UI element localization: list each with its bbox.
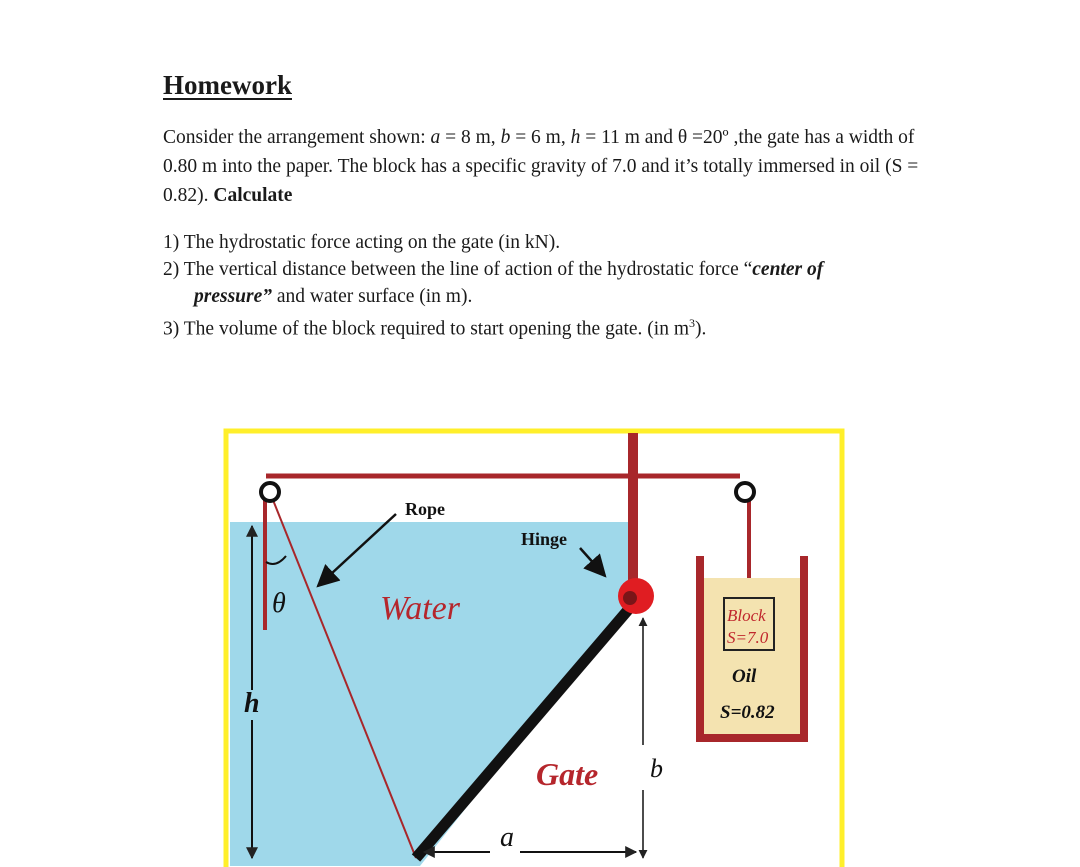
hinge-pin-icon [623,591,637,605]
question-2-emphasis-2: pressure” [194,286,273,307]
eq-h: = 11 m and θ =20º ,the gate has a width of 0.80 m into the paper. The block has a specific gravity of 7.0 and it’s totally immersed in oil (S = 0.82). [163,127,919,206]
question-3-prefix: 3) The volume of the block required to start opening the gate. (in m [163,318,689,340]
question-2-suffix: and water surface (in m). [272,286,473,307]
oil-sg-label: S=0.82 [720,702,775,723]
block-label: Block [727,606,766,625]
question-3-suffix: ). [695,318,707,340]
problem-intro: Consider the arrangement shown: [163,127,426,148]
question-3-superscript: 3 [689,316,695,330]
hinge-label: Hinge [521,529,568,549]
question-1: 1) The hydrostatic force acting on the gate (in kN). [163,232,561,253]
b-label: b [650,754,663,783]
h-label: h [244,688,260,719]
block-sg-label: S=7.0 [727,628,769,647]
theta-label: θ [272,588,286,619]
calculate-label: Calculate [213,185,293,206]
oil-label: Oil [732,666,757,687]
var-h: h [570,127,581,148]
rope-label: Rope [405,499,445,519]
page-title: Homework [163,70,292,100]
question-2-emphasis-1: center of [752,259,824,280]
var-a: a [430,127,441,148]
a-label: a [500,822,514,853]
question-2-prefix: 2) The vertical distance between the line of action of the hydrostatic force “ [163,259,753,280]
eq-b: = 6 m, [510,127,571,148]
hinge-post [628,433,638,600]
eq-a: = 8 m, [440,127,501,148]
var-b: b [500,127,511,148]
gate-label: Gate [536,756,599,792]
water-body [230,522,631,866]
right-pulley-icon [736,483,754,501]
left-pulley-icon [261,483,279,501]
water-label: Water [380,590,460,627]
